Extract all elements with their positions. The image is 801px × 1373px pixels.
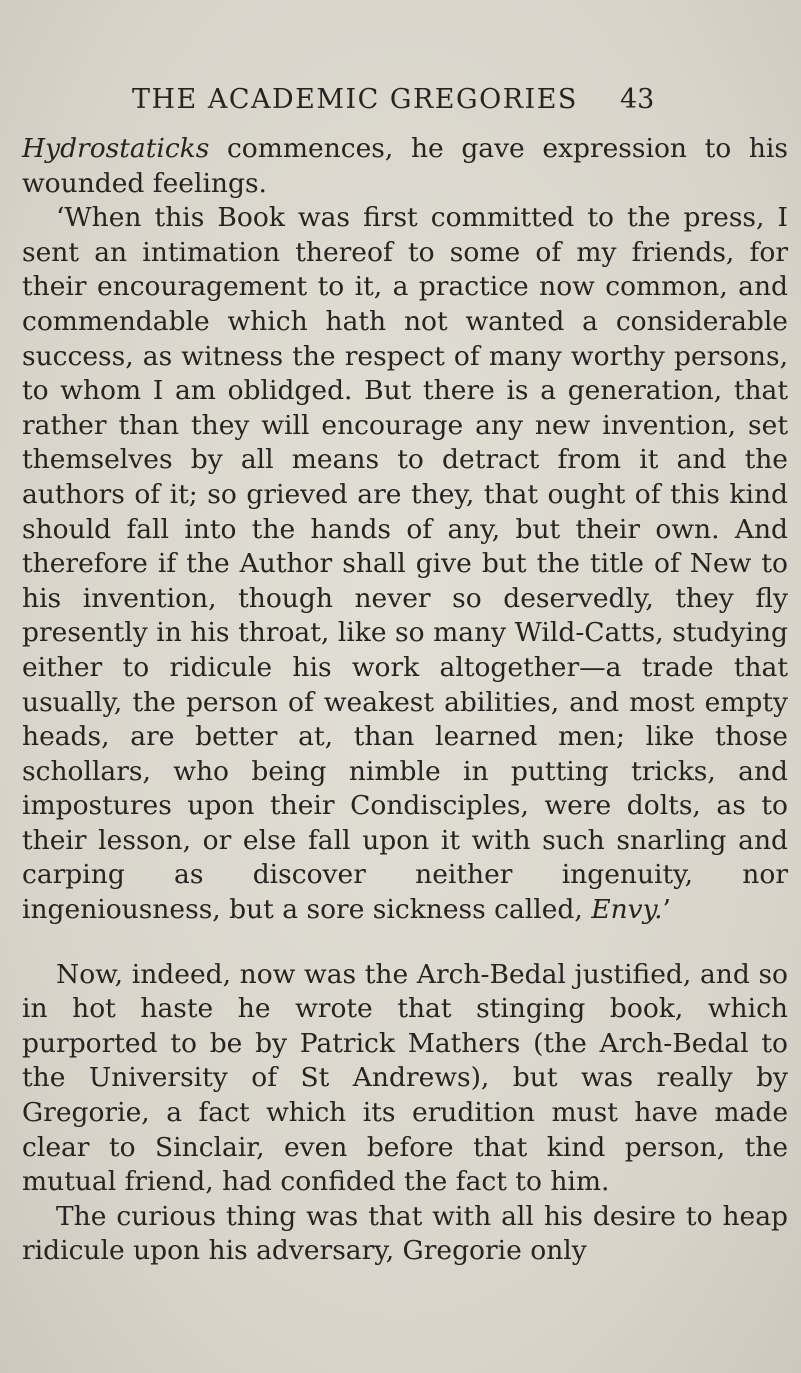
page-header (0, 80, 801, 120)
page-number: 43 (620, 84, 655, 115)
paragraph-1-text: commences, he gave expression to his wounded feelings. (22, 133, 788, 199)
paragraph-2-text: ‘When this Book was first committed to the press, I sent an intimation thereof to some of my friends, for their encouragement to it, a practice now common, and commendable which hath not wanted a considerable success, as witness the respect of many worthy persons, to whom I am oblidged. But there is a generation, that rather than they will encourage any new invention, set themselves by all means to detract from it and the authors of it; so grieved are they, that ought of this kind should fall into the hands of any, but their own. And therefore if the Author shall give but the title of New to his invention, though never so deservedly, they fly presently in his throat, like so many Wild-Catts, studying either to ridicule his work altogether—a trade that usually, the person of weakest abilities, and most empty heads, are better at, than learned men; like those schollars, who being nimble in putting tricks, and impostures upon their Condisciples, were dolts, as to their lesson, or else fall upon it with such snarling and carping as discover neither ingenuity, nor ingeniousness, but a sore sickness called, (22, 202, 788, 926)
italic-title: Hydrostaticks (22, 133, 210, 164)
paragraph-4-text: The curious thing was that with all his desire to heap ridicule upon his adversary, Gregorie only (22, 1200, 788, 1267)
body-text (22, 132, 788, 1269)
closing-quote: ’ (662, 894, 671, 926)
paragraph-4 (22, 1200, 788, 1269)
paragraph-2-quotation (22, 201, 788, 927)
paragraph-1 (22, 132, 788, 201)
italic-envy: Envy. (591, 894, 663, 926)
paragraph-3 (22, 958, 788, 1200)
paragraph-3-text: Now, indeed, now was the Arch-Bedal justified, and so in hot haste he wrote that stinging book, which purported to be by Patrick Mathers (the Arch-Bedal to the University of St Andrews), but was really by Gregorie, a fact which its erudition must have made clear to Sinclair, even before that kind person, the mutual friend, had confided the fact to him. (22, 958, 788, 1198)
running-head: THE ACADEMIC GREGORIES (132, 84, 578, 115)
